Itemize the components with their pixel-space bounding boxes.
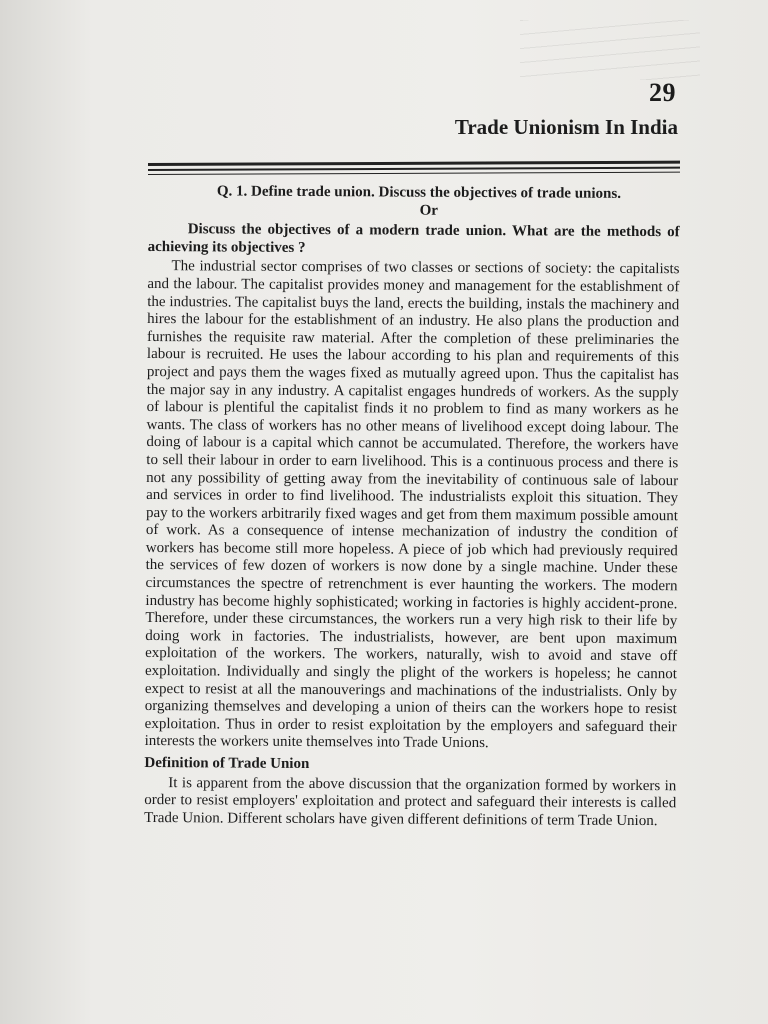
chapter-title: Trade Unionism In India: [454, 115, 678, 139]
question-alternative: Discuss the objectives of a modern trade union. What are the methods of achieving its objectives ?: [147, 221, 680, 256]
answer-paragraph: The industrial sector comprises of two classes or sections of society: the capitalists and the labour. The capitalist provides money and management for the establishment of the industries. The capitalist buys the land, erects the building, instals the machinery and hires the labour for the establishment of an industry. He also plans the production and furnishes the requisite raw material. After the completion of these preliminaries the labour is recruited. He uses the labour according to his plan and requirements of this project and pays them the wages fixed as mutually agreed upon. Thus the capitalist has the major say in any industry. A capitalist engages hundreds of workers. As the supply of labour is plentiful the capitalist finds it no problem to find as many workers as he wants. The class of workers has no other means of livelihood except doing labour. The doing of labour is a capital which cannot be accumulated. Therefore, the workers have to sell their labour in order to earn livelihood. This is a continuous process and there is not any possibility of getting away from the inevitability of continuous sale of labour and services in order to find livelihood. The industrialists exploit this situation. They pay to the workers arbitrarily fixed wages and get from them maximum possible amount of work. As a consequence of intense mechanization of industry the condition of workers has become still more hopeless. A piece of job which had previously required the services of few dozen of workers is now done by a single machine. Under these circumstances the spectre of retrenchment is ever haunting the workers. The modern industry has become highly sophisticated; working in factories is highly accident-prone. Therefore, under these circumstances, the workers run a very high risk to their life by doing work in factories. The industrialists, however, are bent upon maximum exploitation of the workers. The workers, naturally, wish to avoid and stave off exploitation. Individually and singly the plight of the workers is hopeless; he cannot expect to resist at all the manouverings and machinations of the industrialists. Only by organizing themselves and developing a union of theirs can the workers hope to resist exploitation. Thus in order to resist exploitation by the employers and safeguard their interests the workers unite themselves into Trade Unions.: [144, 258, 680, 752]
question-or: Or: [419, 202, 439, 219]
show-through-text: [520, 20, 700, 80]
section-heading: Definition of Trade Union: [144, 754, 310, 772]
header-rule-thin: [148, 172, 680, 175]
definition-paragraph: It is apparent from the above discussion that the organization formed by workers in order to resist employers' exploitation and protect and safeguard their interests is called Trade Union. Different scholars have given different definitions of term Trade Union.: [144, 774, 677, 829]
header-rule-medium: [148, 167, 680, 171]
header-rule-thick: [148, 161, 680, 166]
question-heading: Q. 1. Define trade union. Discuss the objectives of trade unions.: [216, 183, 622, 202]
page-content: [144, 183, 680, 831]
page-number: 29: [649, 78, 676, 107]
